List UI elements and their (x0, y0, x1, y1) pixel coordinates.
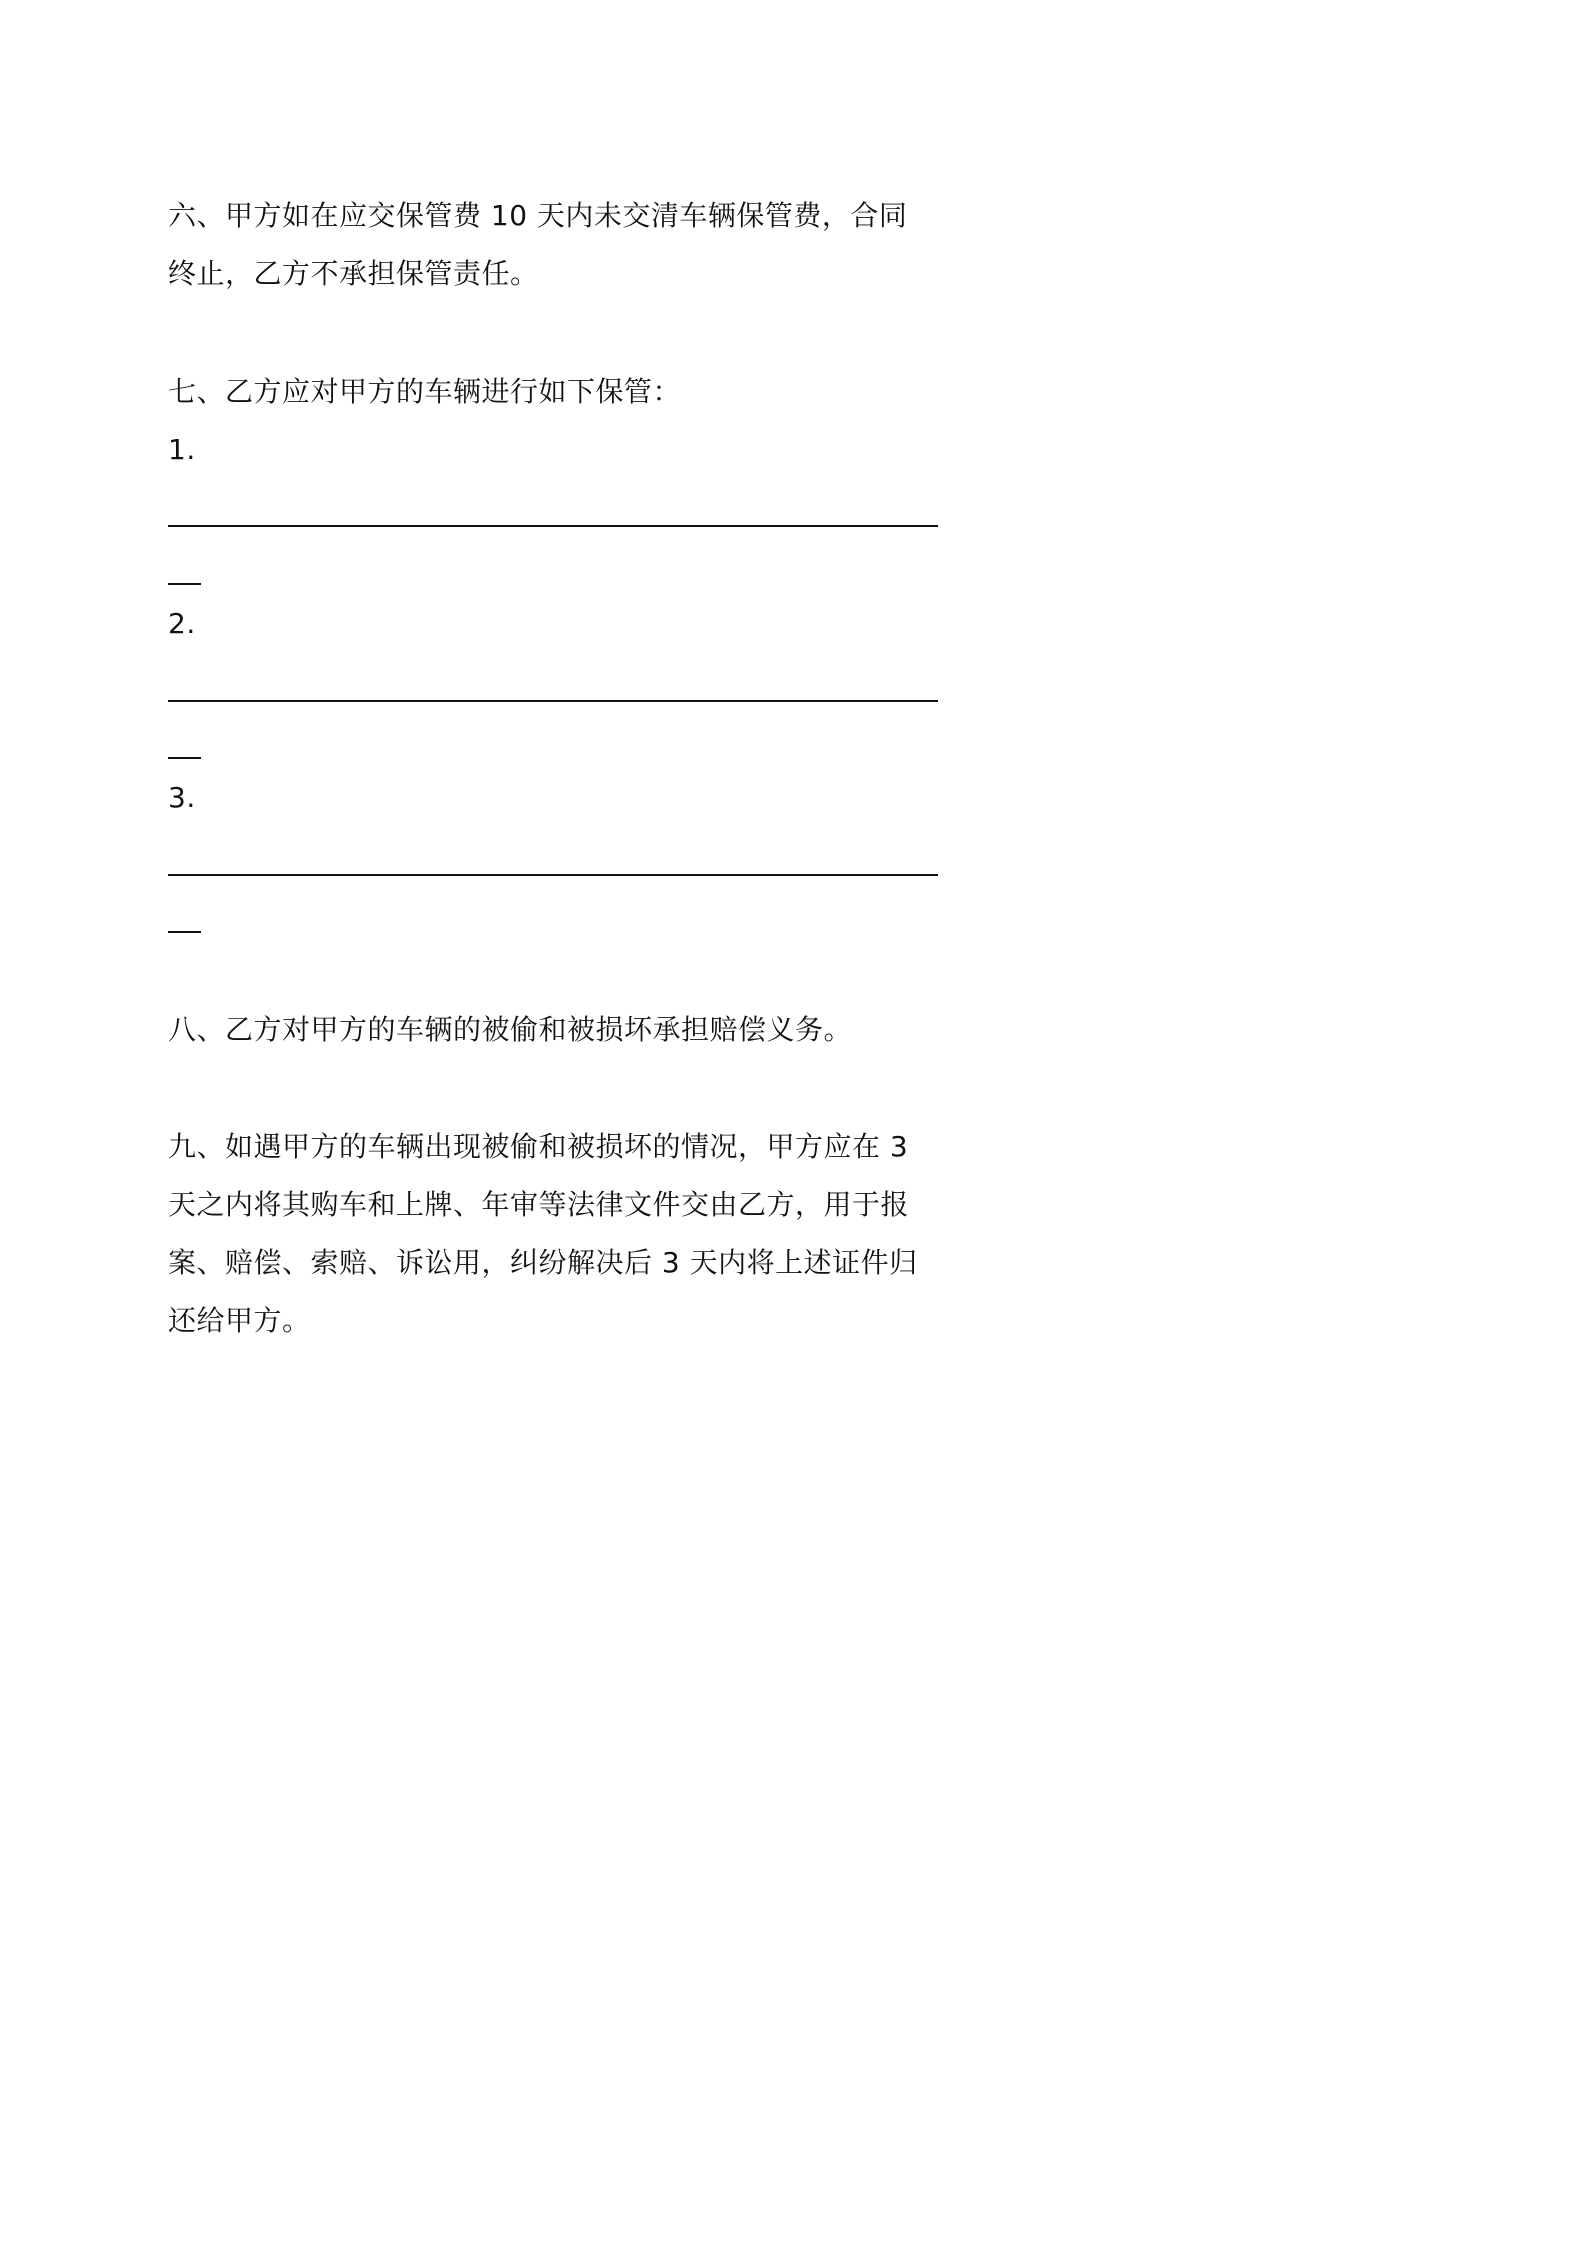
item-3-number: 3. (168, 781, 196, 814)
clause-seven-heading: 七、乙方应对甲方的车辆进行如下保管： (168, 375, 682, 408)
item-3-blank-line (168, 874, 938, 876)
item-1-blank-line (168, 525, 938, 527)
clause-nine-line-4: 还给甲方。 (168, 1304, 311, 1337)
item-2-blank-line (168, 700, 938, 702)
item-2-blank-line-end (168, 757, 201, 759)
clause-six-line-1: 六、甲方如在应交保管费 10 天内未交清车辆保管费，合同 (168, 199, 908, 232)
item-1-blank-line-end (168, 583, 201, 585)
clause-nine-line-1: 九、如遇甲方的车辆出现被偷和被损坏的情况，甲方应在 3 (168, 1130, 909, 1163)
item-3-blank-line-end (168, 931, 201, 933)
clause-nine-line-3: 案、赔偿、索赔、诉讼用，纠纷解决后 3 天内将上述证件归 (168, 1246, 918, 1279)
clause-eight-line-1: 八、乙方对甲方的车辆的被偷和被损坏承担赔偿义务。 (168, 1013, 853, 1046)
clause-six-line-2: 终止，乙方不承担保管责任。 (168, 257, 539, 290)
clause-nine-line-2: 天之内将其购车和上牌、年审等法律文件交由乙方，用于报 (168, 1188, 910, 1221)
item-2-number: 2. (168, 607, 196, 640)
document-page (0, 0, 1100, 1556)
item-1-number: 1. (168, 433, 196, 466)
